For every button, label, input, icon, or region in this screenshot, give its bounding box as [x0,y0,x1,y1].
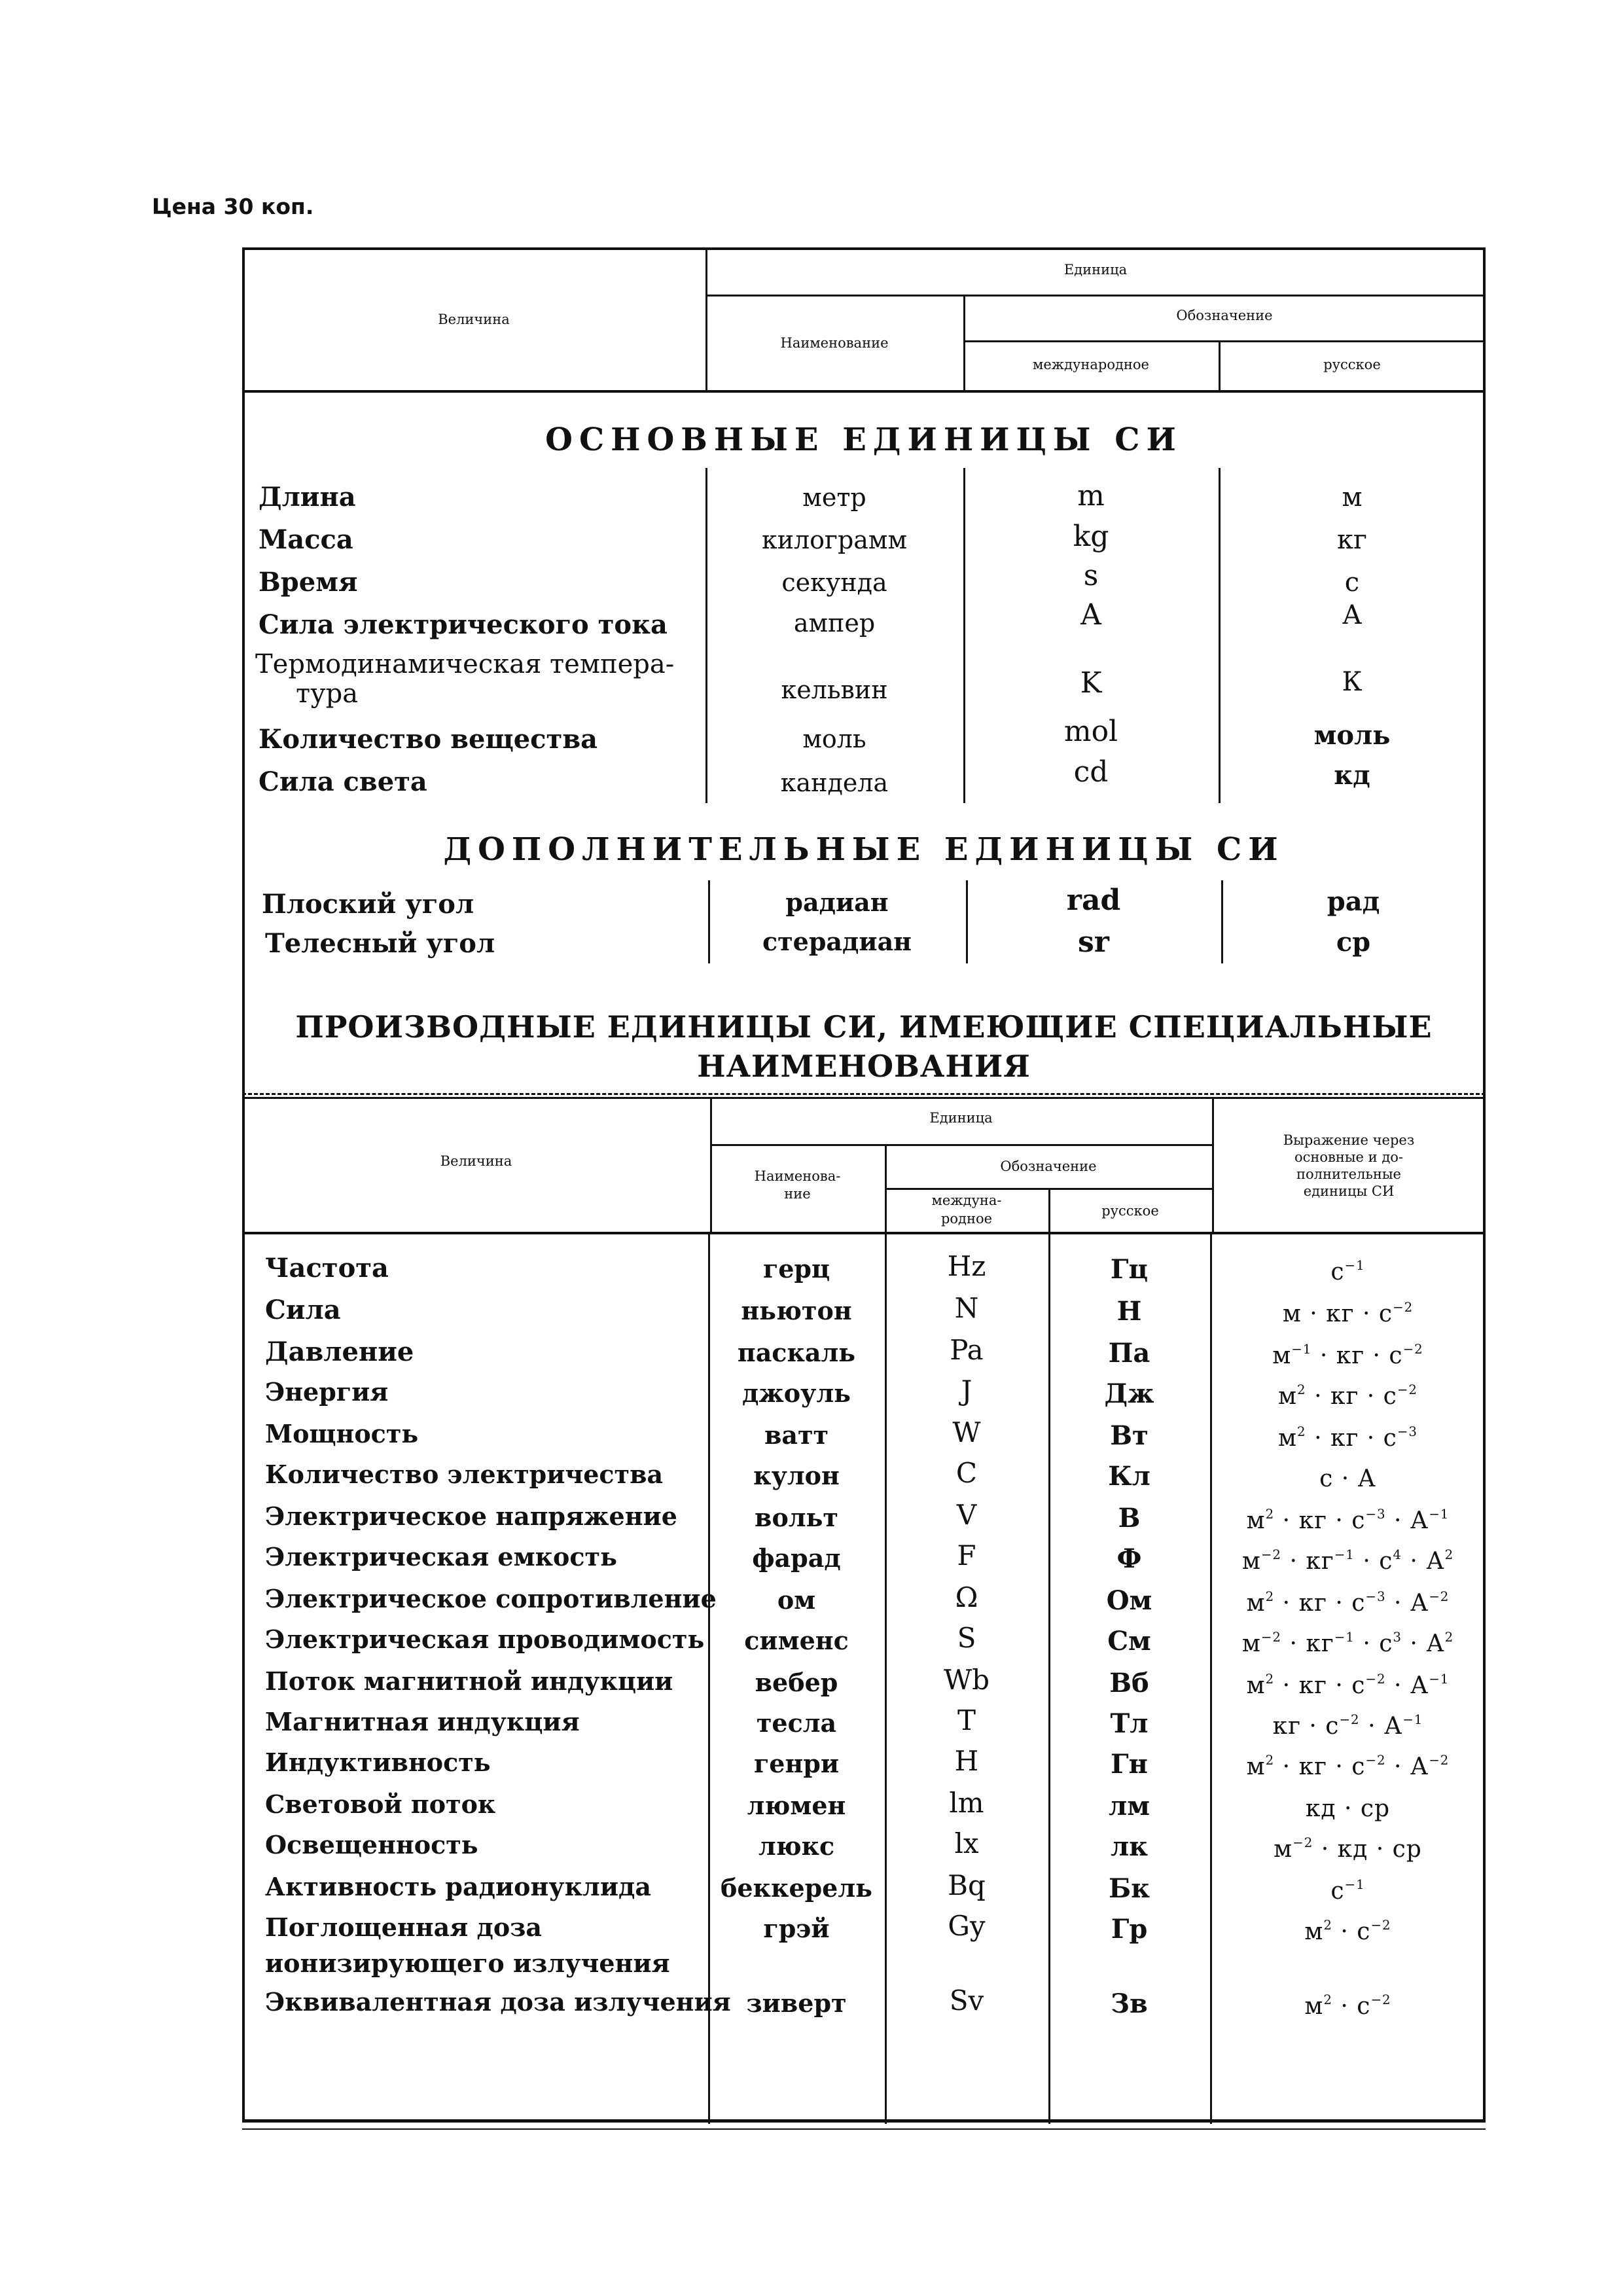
derived-intl-symbol: Wb [943,1664,990,1696]
derived-unit-name: люкс [758,1831,835,1861]
derived-quantity: Индуктивность [265,1748,491,1777]
derived-rus-symbol: Дж [1104,1378,1154,1409]
derived-unit-name: тесла [756,1708,837,1738]
derived-unit-name: генри [753,1749,840,1778]
derived-quantity: Поглощенная доза [265,1912,543,1942]
derived-rus-symbol: Н [1116,1296,1142,1327]
base-quantity: Время [259,567,358,598]
derived-intl-symbol: lx [954,1827,979,1859]
derived-unit-name: паскаль [737,1338,856,1367]
derived-rus-symbol: Бк [1108,1873,1150,1904]
derived-expression: $м^2$ · кг · $с^{-3} \cdot А^{-1}$ [1246,1507,1450,1534]
base-quantity: Длина [259,482,356,512]
derived-unit-name: фарад [752,1543,841,1573]
derived-intl-symbol: C [955,1457,978,1489]
derived-expression: $м^2$ · кг · $с^{-2} \cdot А^{-2}$ [1246,1753,1450,1780]
divider [705,468,707,803]
derived-expression: $с^{-1}$ [1330,1877,1365,1905]
price-label: Цена 30 коп. [152,194,314,219]
base-rus-symbol: с [1344,567,1360,598]
header-designation: Обозначение [1176,308,1273,323]
derived-rus-symbol: Гн [1111,1749,1148,1780]
derived-intl-symbol: F [957,1539,976,1571]
base-rus-symbol: м [1342,482,1363,512]
derived-unit-name: вебер [755,1668,838,1697]
supp-unit-name: радиан [785,888,889,917]
section-title-base: ОСНОВНЫЕ ЕДИНИЦЫ СИ [545,422,1183,458]
derived-header-expression-line4: единицы СИ [1303,1183,1395,1199]
derived-header-name-line2: ние [784,1186,811,1202]
derived-quantity: Электрическое напряжение [265,1501,677,1531]
derived-expression: кд · ср [1305,1795,1391,1822]
derived-header-quantity: Величина [440,1153,512,1169]
derived-rus-symbol: Па [1108,1338,1150,1369]
derived-rus-symbol: Гр [1111,1914,1148,1945]
derived-expression: $м^{-2} \cdot кг^{-1} \cdot с^3 \cdot А^2$ [1241,1630,1454,1657]
base-intl-symbol: A [1080,598,1101,632]
base-rus-symbol: А [1342,600,1363,630]
base-quantity: Сила света [259,766,427,797]
derived-quantity: Энергия [265,1377,389,1407]
derived-intl-symbol: Hz [947,1250,986,1282]
base-unit-name: ампер [793,609,876,637]
derived-rus-symbol: См [1107,1626,1151,1657]
derived-expression: с · А [1319,1465,1376,1492]
derived-expression: $м^2$ · кг · $с^{-2}$ [1278,1382,1418,1410]
derived-unit-name: зиверт [746,1988,847,2018]
divider [1219,468,1221,803]
derived-unit-name: сименс [744,1626,849,1655]
divider [242,1097,1486,1099]
supp-quantity: Плоский угол [262,889,474,920]
base-quantity: Сила электрического тока [259,609,668,640]
derived-unit-name: джоуль [742,1378,851,1408]
base-intl-symbol: mol [1063,715,1118,748]
derived-quantity: Частота [265,1253,389,1283]
supp-intl-symbol: sr [1078,925,1109,959]
derived-expression: $м^2$ · кг · $с^{-3} \cdot А^{-2}$ [1246,1589,1450,1617]
derived-rus-symbol: В [1118,1503,1141,1534]
derived-expression: $м^{-2} \cdot кг^{-1} \cdot с^4 \cdot А^2$ [1241,1547,1454,1575]
header-international: международное [1033,357,1149,372]
derived-rus-symbol: Вб [1109,1668,1149,1698]
derived-header-expression-line2: основные и до- [1294,1149,1404,1165]
derived-unit-name: вольт [755,1503,838,1532]
derived-expression: $с^{-1}$ [1330,1258,1365,1285]
derived-rus-symbol: Тл [1110,1708,1149,1739]
derived-quantity-line2: ионизирующего излучения [265,1948,670,1978]
divider [963,340,1486,342]
derived-unit-name: кулон [753,1461,840,1490]
derived-quantity: Давление [265,1336,414,1367]
base-quantity: Термодинамическая темпера- [255,649,675,679]
header-russian: русское [1323,357,1381,372]
derived-quantity: Электрическая проводимость [265,1624,705,1654]
header-quantity: Величина [438,312,510,327]
base-quantity-line2: тура [296,679,359,709]
base-quantity: Масса [259,524,353,555]
derived-intl-symbol: Sv [949,1984,984,2017]
base-unit-name: килограмм [761,526,908,554]
base-unit-name: метр [802,483,866,512]
derived-intl-symbol: Bq [948,1869,986,1901]
derived-intl-symbol: H [954,1745,979,1777]
section-title-derived-line2: НАИМЕНОВАНИЯ [697,1049,1031,1084]
derived-header-intl-line2: родное [940,1211,993,1227]
base-intl-symbol: m [1077,479,1105,512]
derived-unit-name: беккерель [721,1873,872,1903]
supp-unit-name: стерадиан [762,927,912,956]
base-rus-symbol: кд [1334,760,1370,791]
header-name: Наименование [780,335,889,351]
derived-header-expression: Выражение через [1283,1132,1415,1148]
base-intl-symbol: kg [1073,520,1109,553]
supp-quantity: Телесный угол [265,928,495,959]
derived-header-unit: Единица [929,1110,993,1126]
base-unit-name: кельвин [781,675,888,704]
divider [705,295,1486,296]
derived-quantity: Мощность [265,1419,419,1448]
derived-intl-symbol: Ω [955,1581,978,1613]
derived-rus-symbol: Гц [1110,1254,1149,1285]
divider [242,390,1486,393]
derived-intl-symbol: W [952,1416,981,1448]
derived-quantity: Электрическая емкость [265,1542,617,1571]
base-intl-symbol: cd [1073,755,1109,789]
derived-expression: $м^2 \cdot с^{-2}$ [1304,1918,1391,1945]
derived-expression: $м^{-1}$ · кг · $с^{-2}$ [1272,1342,1423,1369]
derived-header-name: Наименова- [754,1168,841,1184]
derived-quantity: Активность радионуклида [265,1872,651,1901]
base-intl-symbol: s [1083,559,1099,592]
derived-unit-name: люмен [747,1791,846,1820]
derived-unit-name: ом [777,1585,816,1615]
derived-quantity: Эквивалентная доза излучения [265,1987,731,2017]
base-unit-name: кандела [780,768,889,797]
supp-intl-symbol: rad [1066,884,1121,917]
derived-expression: $м^2 \cdot с^{-2}$ [1304,1992,1391,2020]
derived-intl-symbol: Gy [948,1910,986,1942]
derived-rus-symbol: лк [1110,1831,1149,1862]
derived-rus-symbol: Вт [1110,1420,1149,1451]
derived-header-designation: Обозначение [1000,1158,1097,1174]
derived-intl-symbol: V [956,1499,977,1531]
derived-unit-name: герц [762,1254,830,1283]
derived-quantity: Магнитная индукция [265,1707,580,1736]
divider [710,1144,1212,1146]
derived-rus-symbol: Ом [1106,1585,1152,1616]
base-rus-symbol: моль [1313,720,1391,751]
derived-header-russian: русское [1101,1203,1159,1219]
section-title-supplementary: ДОПОЛНИТЕЛЬНЫЕ ЕДИНИЦЫ СИ [443,831,1285,868]
base-quantity: Количество вещества [259,724,598,755]
base-intl-symbol: K [1080,666,1102,700]
derived-intl-symbol: N [954,1292,979,1324]
divider [242,1232,1486,1234]
derived-unit-name: ньютон [741,1296,852,1325]
derived-intl-symbol: Pa [950,1334,984,1366]
divider [242,1093,1486,1095]
derived-unit-name: грэй [763,1914,830,1943]
base-unit-name: моль [802,725,866,753]
derived-expression: $м^2$ · кг · $с^{-2} \cdot А^{-1}$ [1246,1672,1450,1699]
derived-intl-symbol: T [957,1704,976,1736]
section-title-derived: ПРОИЗВОДНЫЕ ЕДИНИЦЫ СИ, ИМЕЮЩИЕ СПЕЦИАЛЬНЫЕ [295,1009,1433,1045]
derived-expression: $м^2$ · кг · $с^{-3}$ [1278,1424,1418,1452]
derived-rus-symbol: Ф [1116,1543,1142,1574]
derived-intl-symbol: lm [949,1787,984,1819]
divider [963,468,965,803]
derived-quantity: Электрическое сопротивление [265,1584,717,1613]
derived-intl-symbol: J [961,1374,972,1407]
base-rus-symbol: К [1342,667,1363,697]
derived-quantity: Освещенность [265,1830,478,1859]
derived-intl-symbol: S [957,1622,976,1654]
base-rus-symbol: кг [1337,525,1367,555]
derived-expression: м · кг · $с^{-2}$ [1282,1300,1414,1327]
derived-header-expression-line3: полнительные [1296,1166,1401,1182]
derived-quantity: Сила [265,1295,341,1325]
derived-rus-symbol: Зв [1111,1988,1148,2019]
derived-expression: $м^{-2}$ · кд · ср [1274,1835,1422,1863]
derived-header-intl: междуна- [931,1193,1002,1208]
derived-quantity: Поток магнитной индукции [265,1666,673,1696]
base-unit-name: секунда [781,568,887,597]
derived-quantity: Количество электричества [265,1460,664,1489]
header-unit: Единица [1063,262,1128,278]
derived-rus-symbol: Кл [1108,1461,1150,1492]
supp-rus-symbol: рад [1327,886,1380,917]
derived-unit-name: ватт [764,1420,829,1450]
derived-expression: кг · $с^{-2} \cdot А^{-1}$ [1272,1712,1423,1740]
derived-rus-symbol: лм [1109,1791,1150,1821]
supp-rus-symbol: ср [1336,927,1371,958]
derived-quantity: Световой поток [265,1789,496,1819]
